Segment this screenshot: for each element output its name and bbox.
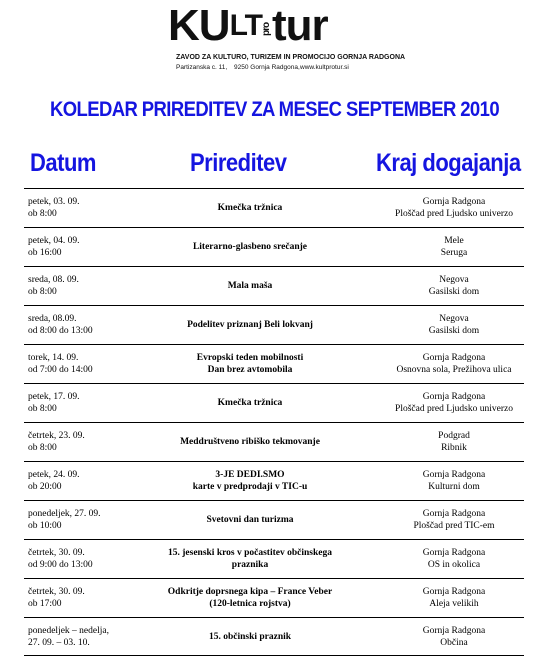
event-name-line: 15. občinski praznik (208, 631, 292, 642)
event-place-line: Ribnik (441, 443, 467, 453)
event-name (142, 267, 358, 304)
event-date (28, 508, 158, 532)
event-date-line: sreda, 08.09. (28, 314, 77, 324)
event-place-line: Mele (444, 236, 464, 246)
header-kraj-dogajanja: Kraj dogajanja (376, 148, 521, 177)
event-name-line: praznika (231, 559, 269, 570)
event-date (28, 391, 158, 415)
event-date-line: 27. 09. – 03. 10. (28, 638, 90, 648)
event-date-line: ob 17:00 (28, 599, 62, 609)
event-place-line: Gornja Radgona (422, 587, 486, 597)
table-row (24, 188, 524, 227)
table-row (24, 383, 524, 422)
event-place-line: Ploščad pred Ljudsko univerzo (395, 404, 513, 414)
event-name-line: Kmečka tržnica (217, 202, 283, 213)
event-date (28, 586, 158, 610)
event-name (142, 618, 358, 655)
table-row (24, 539, 524, 578)
logo-pro: pro (261, 22, 272, 36)
logo-address (176, 64, 364, 71)
event-place-line: Ploščad pred TIC-em (413, 521, 495, 531)
table-row (24, 500, 524, 539)
logo-city: 9250 Gornja Radgona, (234, 64, 300, 71)
logo-wordmark (168, 1, 328, 50)
event-place (344, 196, 549, 220)
event-date-line: ob 8:00 (28, 443, 57, 453)
table-row (24, 578, 524, 617)
event-place (344, 430, 549, 454)
event-place-line: Gornja Radgona (422, 197, 486, 207)
logo-website: www.kultprotur.si (300, 64, 349, 71)
logo-tagline: ZAVOD ZA KULTURO, TURIZEM IN PROMOCIJO GORNJA RADGONA (176, 54, 406, 61)
event-name-line: karte v predprodaji v TIC-u (192, 481, 308, 492)
event-place-line: Negova (439, 314, 469, 324)
event-name (142, 501, 358, 538)
event-place-line: Kulturni dom (428, 482, 480, 492)
event-place-line: Podgrad (438, 431, 470, 441)
event-name-line: Dan brez avtomobila (207, 364, 293, 375)
events-table (24, 188, 524, 656)
event-place-line: Občina (440, 638, 468, 648)
event-name-line: 15. jesenski kros v počastitev občinskega (168, 547, 332, 558)
event-place-line: Gornja Radgona (422, 626, 486, 636)
event-place-line: Gornja Radgona (422, 548, 486, 558)
event-name (142, 189, 358, 226)
event-place (344, 625, 549, 649)
event-date-line: petek, 24. 09. (28, 470, 80, 480)
logo-street: Partizanska c. 11, (176, 64, 228, 71)
event-name (142, 462, 358, 499)
event-name-line: Kmečka tržnica (217, 397, 283, 408)
logo-lt: LT (229, 9, 262, 42)
event-date (28, 196, 158, 220)
event-date-line: ponedeljek, 27. 09. (28, 509, 101, 519)
event-name-line: Odkritje doprsnega kipa – France Veber (167, 586, 333, 597)
event-name (142, 423, 358, 460)
event-place-line: Gornja Radgona (422, 509, 486, 519)
event-date-line: petek, 04. 09. (28, 236, 80, 246)
event-place (344, 547, 549, 571)
event-date-line: torek, 14. 09. (28, 353, 79, 363)
event-date-line: ob 20:00 (28, 482, 62, 492)
event-name (142, 345, 358, 382)
event-place (344, 586, 549, 610)
event-name-line: 3-JE DEDI.SMO (215, 469, 285, 480)
event-place-line: Ploščad pred Ljudsko univerzo (395, 209, 513, 219)
event-name (142, 306, 358, 343)
logo-tur: tur (272, 1, 328, 50)
event-name-line: Mala maša (227, 280, 273, 291)
table-row (24, 305, 524, 344)
table-row (24, 617, 524, 656)
header-prireditev: Prireditev (190, 148, 287, 177)
event-date-line: četrtek, 23. 09. (28, 431, 85, 441)
event-date (28, 313, 158, 337)
table-row (24, 266, 524, 305)
event-place (344, 469, 549, 493)
event-date-line: ob 16:00 (28, 248, 62, 258)
event-date (28, 469, 158, 493)
event-place-line: Gasilski dom (428, 287, 480, 297)
event-place (344, 352, 549, 376)
event-name-line: (120-letnica rojstva) (209, 598, 291, 609)
event-place (344, 313, 549, 337)
event-place (344, 391, 549, 415)
event-date-line: četrtek, 30. 09. (28, 587, 85, 597)
event-place-line: Gornja Radgona (422, 470, 486, 480)
event-date-line: sreda, 08. 09. (28, 275, 79, 285)
event-place-line: OS in okolica (427, 560, 481, 570)
event-date-line: ob 8:00 (28, 404, 57, 414)
event-date (28, 235, 158, 259)
event-date-line: petek, 03. 09. (28, 197, 80, 207)
event-date-line: petek, 17. 09. (28, 392, 80, 402)
event-name-line: Podelitev priznanj Beli lokvanj (187, 319, 313, 330)
event-date-line: od 9:00 do 13:00 (28, 560, 93, 570)
event-date (28, 430, 158, 454)
table-row (24, 344, 524, 383)
event-name (142, 540, 358, 577)
event-place-line: Aleja velikih (429, 599, 479, 609)
event-name (142, 228, 358, 265)
event-place (344, 235, 549, 259)
kultprotur-logo (168, 1, 406, 80)
event-place-line: Osnovna sola, Prežihova ulica (396, 365, 512, 375)
event-date (28, 625, 158, 649)
header-datum: Datum (30, 148, 96, 177)
event-place (344, 508, 549, 532)
event-name (142, 579, 358, 616)
event-date-line: ob 8:00 (28, 209, 57, 219)
event-date-line: ponedeljek – nedelja, (28, 626, 109, 636)
event-place-line: Gasilski dom (428, 326, 480, 336)
event-date-line: ob 8:00 (28, 287, 57, 297)
event-name-line: Evropski teden mobilnosti (196, 352, 304, 363)
event-place-line: Seruga (440, 248, 468, 258)
page-title: KOLEDAR PRIREDITEV ZA MESEC SEPTEMBER 2010 (49, 96, 500, 121)
event-date (28, 352, 158, 376)
event-place (344, 274, 549, 298)
event-date-line: od 8:00 do 13:00 (28, 326, 93, 336)
event-date-line: od 7:00 do 14:00 (28, 365, 93, 375)
event-date-line: četrtek, 30. 09. (28, 548, 85, 558)
event-name-line: Literarno-glasbeno srečanje (192, 241, 308, 252)
table-row (24, 227, 524, 266)
event-date-line: ob 10:00 (28, 521, 62, 531)
event-name (142, 384, 358, 421)
table-row (24, 422, 524, 461)
event-place-line: Negova (439, 275, 469, 285)
event-date (28, 547, 158, 571)
table-row (24, 461, 524, 500)
event-date (28, 274, 158, 298)
event-name-line: Svetovni dan turizma (206, 514, 294, 525)
logo-ku: KU (168, 1, 230, 50)
event-place-line: Gornja Radgona (422, 353, 486, 363)
event-place-line: Gornja Radgona (422, 392, 486, 402)
event-name-line: Meddruštveno ribiško tekmovanje (180, 436, 320, 447)
